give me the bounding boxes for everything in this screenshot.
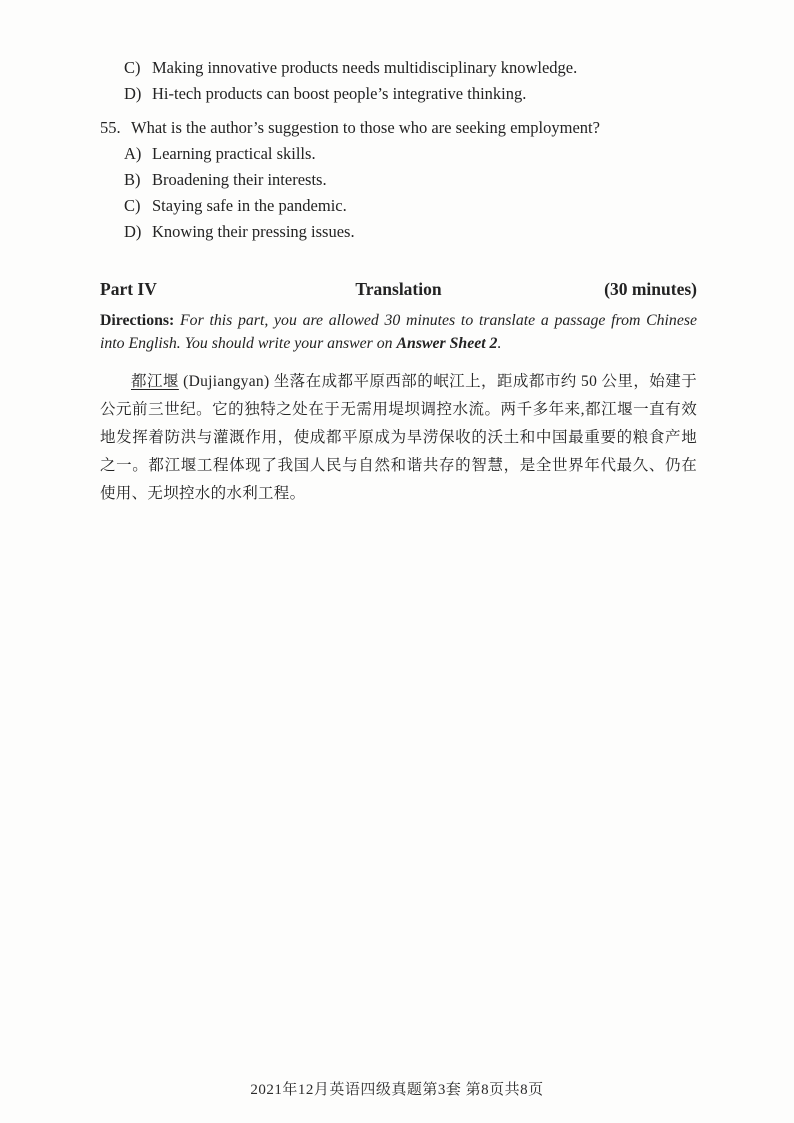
page-footer: 2021年12月英语四级真题第3套 第8页共8页 bbox=[250, 1082, 544, 1098]
option-label: A) bbox=[124, 144, 142, 163]
question-55-options bbox=[124, 141, 697, 245]
option-row bbox=[124, 141, 697, 167]
option-text: Knowing their pressing issues. bbox=[152, 222, 355, 241]
option-text: Broadening their interests. bbox=[152, 170, 327, 189]
directions-paragraph bbox=[100, 309, 697, 355]
translation-passage bbox=[100, 368, 697, 508]
part-label: Part IV bbox=[100, 279, 157, 299]
page-content bbox=[0, 0, 794, 508]
option-row bbox=[124, 167, 697, 193]
question-number: 55. bbox=[100, 118, 121, 137]
directions-period: . bbox=[497, 335, 502, 352]
option-text: Making innovative products needs multidisciplinary knowledge. bbox=[152, 58, 578, 77]
option-label: B) bbox=[124, 170, 141, 189]
directions-label: Directions: bbox=[100, 312, 175, 329]
option-label: D) bbox=[124, 222, 142, 241]
option-text: Learning practical skills. bbox=[152, 144, 316, 163]
underlined-term: 都江堰 bbox=[131, 373, 179, 390]
question-55 bbox=[100, 115, 697, 141]
part-duration: (30 minutes) bbox=[604, 279, 697, 299]
option-label: C) bbox=[124, 196, 141, 215]
option-row bbox=[124, 193, 697, 219]
directions-body: For this part, you are allowed 30 minutes to translate a passage from Chinese into English. You should write your answer on bbox=[100, 312, 697, 352]
option-row bbox=[124, 55, 697, 81]
option-text: Hi-tech products can boost people’s integrative thinking. bbox=[152, 84, 527, 103]
part-title: Translation bbox=[355, 279, 442, 299]
option-label: D) bbox=[124, 84, 142, 103]
directions-emphasis: Answer Sheet 2 bbox=[396, 335, 498, 352]
option-label: C) bbox=[124, 58, 141, 77]
question-54-options bbox=[124, 55, 697, 107]
question-text: What is the author’s suggestion to those who are seeking employment? bbox=[131, 118, 600, 137]
option-row bbox=[124, 219, 697, 245]
passage-body: (Dujiangyan) 坐落在成都平原西部的岷江上，距成都市约 50 公里，始建于公元前三世纪。它的独特之处在于无需用堤坝调控水流。两千多年来,都江堰一直有效地发挥着防洪与灌溉作用，使成都平原成为旱涝保收的沃土和中国最重要的粮食产地之一。都江堰工程体现了我国人民与自然和谐共存的智慧，是全世界年代最久、仍在使用、无坝控水的水利工程。 bbox=[100, 373, 697, 502]
part-iv-header bbox=[100, 277, 697, 301]
option-text: Staying safe in the pandemic. bbox=[152, 196, 347, 215]
option-row bbox=[124, 81, 697, 107]
